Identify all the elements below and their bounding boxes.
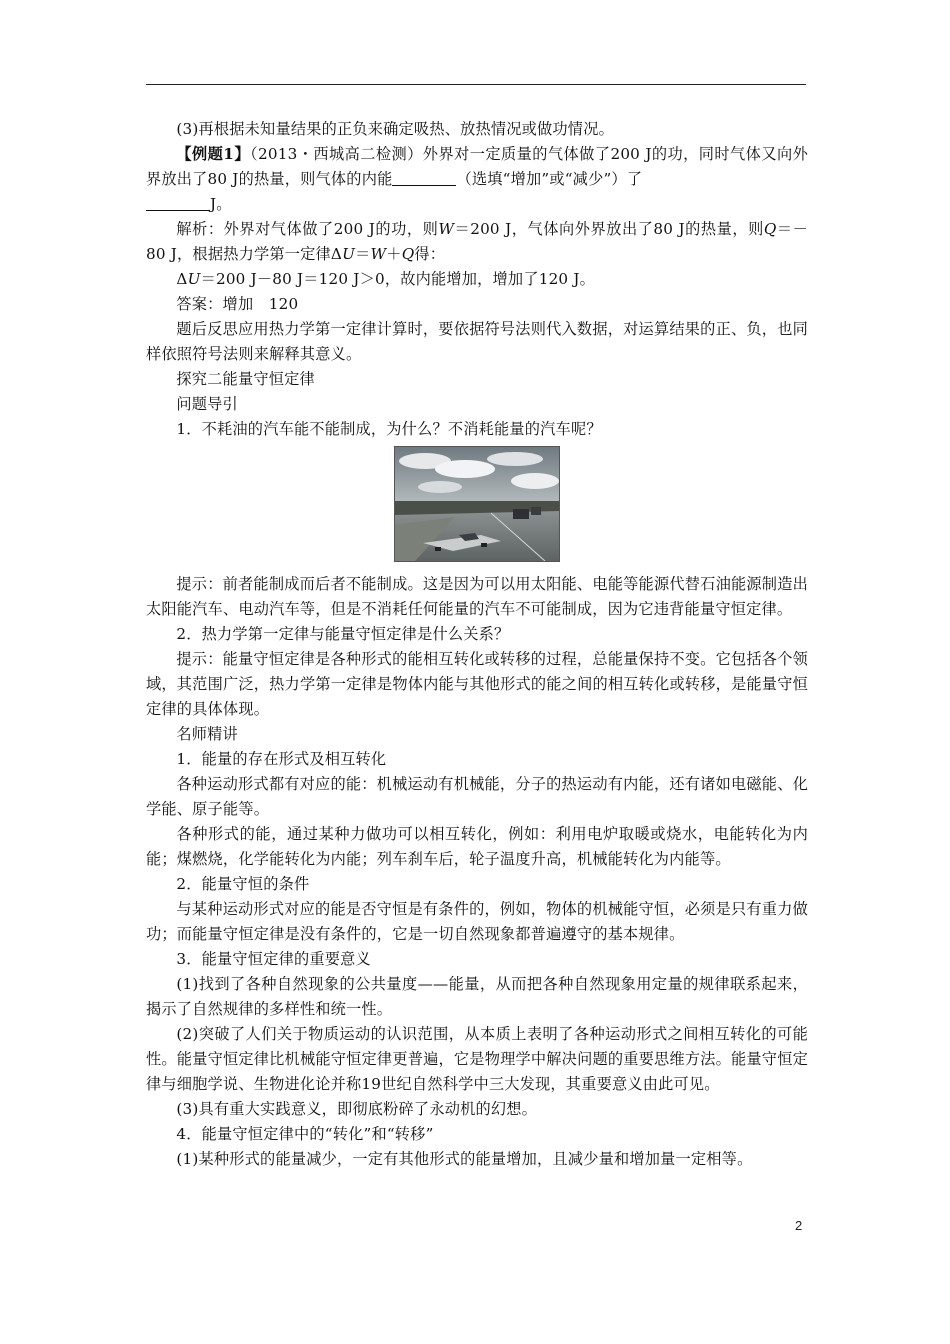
topic-1-para-1: 各种运动形式都有对应的能：机械运动有机械能，分子的热运动有内能，还有诸如电磁能、化学能、原子能等。 [146,775,808,818]
example-1 [146,142,808,217]
topic-3-heading: 3．能量守恒定律的重要意义 [176,950,371,968]
page-content [146,117,808,1172]
page-number: 2 [795,1218,803,1233]
topic-1-heading: 1．能量的存在形式及相互转化 [176,750,387,768]
symbol-w: W [438,220,455,238]
question-2: 2．热力学第一定律与能量守恒定律是什么关系？ [176,625,510,643]
symbol-w: W [370,245,387,263]
example-text-b: （选填“增加”或“减少”）了 [456,170,643,188]
step3-text: (3)再根据未知量结果的正负来确定吸热、放热情况或做功情况。 [176,120,614,138]
solution-part: ＝ [355,245,371,263]
photo-container [146,446,808,562]
equation-part: ＝200 J－80 J＝120 J＞0，故内能增加，增加了120 J。 [200,270,595,288]
symbol-q: Q [763,220,777,238]
topic-2-heading: 2．能量守恒的条件 [176,875,310,893]
equation-part: Δ [176,270,188,288]
equation-text [146,267,808,292]
topic-3-para-3: (3)具有重大实践意义，即彻底粉碎了永动机的幻想。 [176,1100,538,1118]
symbol-u: U [187,270,201,288]
header-rule [146,84,806,85]
solar-car-photo [394,446,560,562]
hint-1: 提示：前者能制成而后者不能制成。这是因为可以用太阳能、电能等能源代替石油能源制造出太阳能汽车、电动汽车等，但是不消耗任何能量的汽车不可能制成，因为它违背能量守恒定律。 [146,575,808,618]
symbol-q: Q [401,245,415,263]
topic-1-para-2: 各种形式的能，通过某种力做功可以相互转化，例如：利用电炉取暖或烧水，电能转化为内能；煤燃烧，化学能转化为内能；列车刹车后，轮子温度升高，机械能转化为内能等。 [146,825,808,868]
solution-text [146,217,808,267]
symbol-u: U [342,245,356,263]
topic-3-para-2: (2)突破了人们关于物质运动的认识范围，从本质上表明了各种运动形式之间相互转化的可能性。能量守恒定律比机械能守恒定律更普遍，它是物理学中解决问题的重要思维方法。能量守恒定律与细胞学说、生物进化论并称19世纪自然科学中三大发现，其重要意义由此可见。 [146,1025,808,1093]
topic-2-para: 与某种运动形式对应的能是否守恒是有条件的，例如，物体的机械能守恒，必须是只有重力做功；而能量守恒定律是没有条件的，它是一切自然现象都普遍遵守的基本规律。 [146,900,808,943]
topic-3-para-1: (1)找到了各种自然现象的公共量度——能量，从而把各种自然现象用定量的规律联系起来，揭示了自然规律的多样性和统一性。 [146,975,808,1018]
example-text-c: J。 [210,195,232,213]
question-1: 1．不耗油的汽车能不能制成，为什么？不消耗能量的汽车呢？ [176,420,602,438]
answer-blank-2[interactable] [146,194,210,211]
solution-part: 解析：外界对气体做了200 J的功，则 [176,220,439,238]
answer-blank-1[interactable] [392,169,456,186]
teacher-heading: 名师精讲 [176,725,238,743]
example-text-a: （2013・西城高二检测）外界对一定质量的气体做了200 J的功，同时气体又向外界放出了80 J的热量，则气体的内能 [146,145,808,188]
example-label: 【例题1】 [176,145,250,163]
guide-heading: 问题导引 [176,395,238,413]
topic-4-heading: 4．能量守恒定律中的“转化”和“转移” [176,1125,434,1143]
section-heading: 探究二能量守恒定律 [176,370,315,388]
solution-part: ＋ [386,245,402,263]
solution-part: 得： [414,245,446,263]
topic-4-para-1: (1)某种形式的能量减少，一定有其他形式的能量增加，且减少量和增加量一定相等。 [176,1150,753,1168]
solution-part: ＝200 J，气体向外界放出了80 J的热量，则 [454,220,764,238]
answer-text: 答案：增加 120 [176,295,299,313]
hint-2: 提示：能量守恒定律是各种形式的能相互转化或转移的过程，总能量保持不变。它包括各个领域，其范围广泛，热力学第一定律是物体内能与其他形式的能之间的相互转化或转移，是能量守恒定律的具体体现。 [146,650,808,718]
solution-part: ＝－80 J，根据热力学第一定律Δ [146,220,808,263]
reflection-text: 题后反思应用热力学第一定律计算时，要依据符号法则代入数据，对运算结果的正、负，也同样依照符号法则来解释其意义。 [146,320,808,363]
